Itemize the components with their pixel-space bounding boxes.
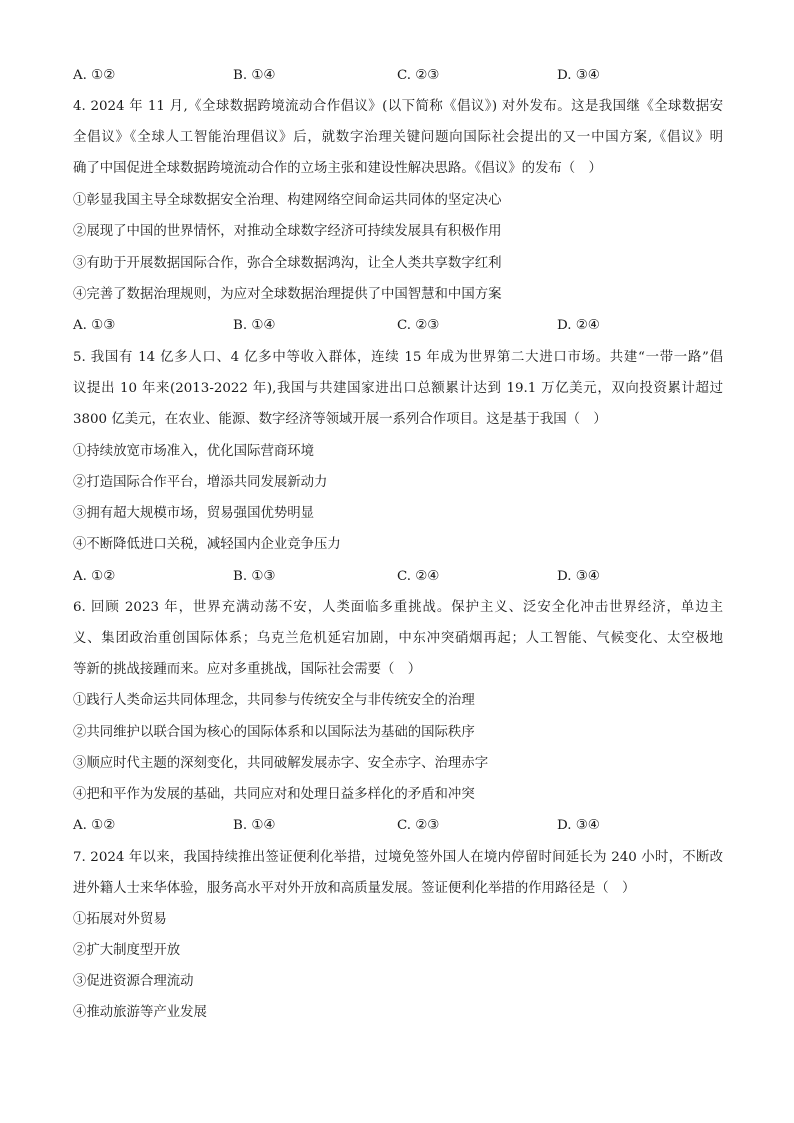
q4-statement-2: ②展现了中国的世界情怀，对推动全球数字经济可持续发展具有积极作用 (73, 224, 502, 239)
q3-option-c: C. ②③ (397, 68, 440, 83)
q4-statement-4: ④完善了数据治理规则，为应对全球数据治理提供了中国智慧和中国方案 (73, 287, 502, 302)
q6-option-a: A. ①② (73, 818, 116, 833)
q6-option-b: B. ①④ (233, 818, 276, 833)
q4-statement-1: ①彰显我国主导全球数据安全治理、构建网络空间命运共同体的坚定决心 (73, 193, 502, 208)
q5-stem-line-3: 3800 亿美元，在农业、能源、数字经济等领域开展一系列合作项目。这是基于我国（ ） (73, 412, 607, 427)
q4-option-a: A. ①③ (73, 318, 116, 333)
q7-statement-4: ④推动旅游等产业发展 (73, 1005, 207, 1020)
q7-statement-1: ①拓展对外贸易 (73, 912, 167, 927)
q4-stem-line-1: 4. 2024 年 11 月,《全球数据跨境流动合作倡议》(以下简称《倡议》) 对外发布。这是我国继《全球数据安 (73, 99, 723, 114)
q5-statement-2: ②打造国际合作平台，增添共同发展新动力 (73, 475, 328, 490)
q3-option-b: B. ①④ (233, 68, 276, 83)
q4-stem-line-2: 全倡议》《全球人工智能治理倡议》后，就数字治理关键问题向国际社会提出的又一中国方案,《倡议》明 (73, 130, 723, 145)
q7-stem-line-1: 7. 2024 年以来，我国持续推出签证便利化举措，过境免签外国人在境内停留时间延长为 240 小时，不断改 (73, 850, 723, 865)
q6-stem-line-3: 等新的挑战接踵而来。应对多重挑战，国际社会需要（ ） (73, 662, 422, 677)
q5-stem-line-1: 5. 我国有 14 亿多人口、4 亿多中等收入群体，连续 15 年成为世界第二大进口市场。共建“一带一路”倡 (73, 350, 723, 365)
q5-option-b: B. ①③ (233, 569, 276, 584)
q5-statement-3: ③拥有超大规模市场，贸易强国优势明显 (73, 506, 315, 521)
q5-stem-line-2: 议提出 10 年来(2013-2022 年),我国与共建国家进出口总额累计达到 19.1 万亿美元，双向投资累计超过 (73, 381, 723, 396)
q7-stem-line-2: 进外籍人士来华体验，服务高水平对外开放和高质量发展。签证便利化举措的作用路径是（ ） (73, 881, 636, 896)
q4-option-b: B. ①④ (233, 318, 276, 333)
q6-statement-2: ②共同维护以联合国为核心的国际体系和以国际法为基础的国际秩序 (73, 725, 475, 740)
q5-option-c: C. ②④ (397, 569, 440, 584)
q6-option-d: D. ③④ (557, 818, 600, 833)
q4-stem-line-3: 确了中国促进全球数据跨境流动合作的立场主张和建设性解决思路。《倡议》的发布（ ） (73, 161, 602, 176)
q5-option-d: D. ③④ (557, 569, 600, 584)
q6-statement-3: ③顺应时代主题的深刻变化，共同破解发展赤字、安全赤字、治理赤字 (73, 756, 489, 771)
q6-statement-4: ④把和平作为发展的基础，共同应对和处理日益多样化的矛盾和冲突 (73, 787, 475, 802)
q5-statement-4: ④不断降低进口关税，减轻国内企业竞争压力 (73, 537, 341, 552)
q5-statement-1: ①持续放宽市场准入，优化国际营商环境 (73, 444, 315, 459)
q4-option-c: C. ②③ (397, 318, 440, 333)
q6-statement-1: ①践行人类命运共同体理念，共同参与传统安全与非传统安全的治理 (73, 693, 475, 708)
q6-stem-line-2: 义、集团政治重创国际体系；乌克兰危机延宕加剧，中东冲突硝烟再起；人工智能、气候变化、太空极地 (73, 631, 723, 646)
q7-statement-2: ②扩大制度型开放 (73, 943, 181, 958)
q7-statement-3: ③促进资源合理流动 (73, 974, 194, 989)
q3-option-d: D. ③④ (557, 68, 600, 83)
q6-stem-line-1: 6. 回顾 2023 年，世界充满动荡不安，人类面临多重挑战。保护主义、泛安全化冲击世界经济，单边主 (73, 600, 723, 615)
q5-option-a: A. ①② (73, 569, 116, 584)
q3-option-a: A. ①② (73, 68, 116, 83)
q4-statement-3: ③有助于开展数据国际合作，弥合全球数据鸿沟，让全人类共享数字红利 (73, 256, 502, 271)
q6-option-c: C. ②③ (397, 818, 440, 833)
q4-option-d: D. ②④ (557, 318, 600, 333)
